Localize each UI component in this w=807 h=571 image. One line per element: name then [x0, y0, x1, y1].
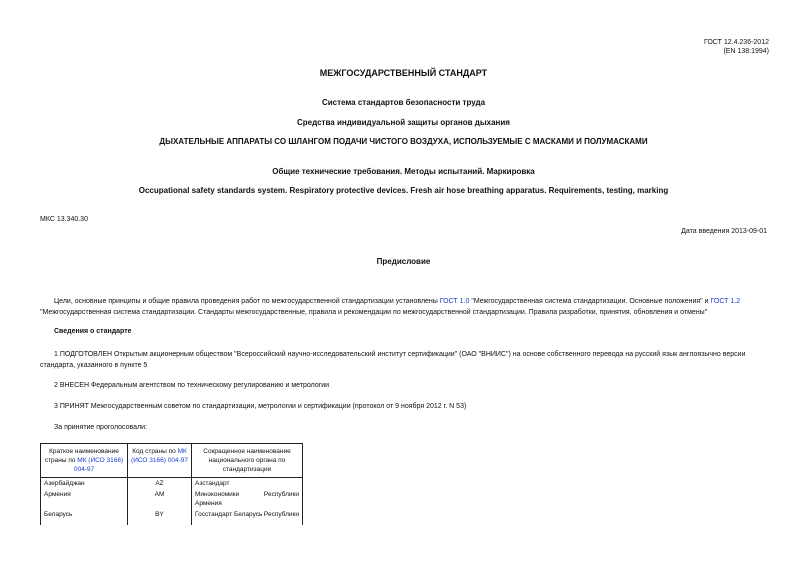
item-2: 2 ВНЕСЕН Федеральным агентством по техническому регулированию и метрологии	[54, 382, 330, 389]
table-header-row	[41, 444, 303, 478]
table-row	[41, 478, 303, 490]
item-1: 1 ПОДГОТОВЛЕН Открытым акционерным обществом "Всероссийский научно-исследовательский институт сертификации" (ОАО "ВНИИС") на основе собственного перевода на русский язык англоязычно версии стандарта, указанного в пункте 5	[40, 351, 746, 369]
body-cell: Азстандарт	[192, 478, 303, 490]
table-row	[41, 489, 303, 509]
means-title: Средства индивидуальной защиты органов дыхания	[297, 118, 510, 127]
code-cell: BY	[128, 509, 192, 525]
header-body: Сокращенное наименование национального органа по стандартизации	[192, 444, 303, 478]
code-cell: AM	[128, 489, 192, 509]
english-title: Occupational safety standards system. Respiratory protective devices. Fresh air hose breathing apparatus. Requirements, testing, marking	[138, 186, 669, 195]
item-3: 3 ПРИНЯТ Межгосударственным советом по стандартизации, метрологии и сертификации (протокол от 9 ноября 2012 г. N 53)	[54, 403, 467, 410]
mk-iso-link[interactable]: МК (ИСО 3166) 004-97	[73, 457, 124, 473]
foreword-heading: Предисловие	[376, 257, 431, 266]
p1-text-a: Цели, основные принципы и общие правила проведения работ по межгосударственной стандартизации установлены	[54, 298, 440, 305]
effective-date: Дата введения 2013-09-01	[681, 228, 767, 235]
subtitle: Общие технические требования. Методы испытаний. Маркировка	[272, 167, 535, 176]
mk-iso-link[interactable]: МК (ИСО 3166) 004-97	[131, 448, 188, 464]
body-cell: Республики Минэкономики Армения	[192, 489, 303, 509]
country-cell: Беларусь	[41, 509, 128, 525]
interstate-heading: МЕЖГОСУДАРСТВЕННЫЙ СТАНДАРТ	[319, 68, 488, 78]
header-country: Краткое наименование страны по МК (ИСО 3166) 004-97	[41, 444, 128, 478]
gost-1-2-link[interactable]: ГОСТ 1.2	[710, 298, 741, 305]
table-row	[41, 509, 303, 525]
p1-text-b: "Межгосударственная система стандартизации. Основные положения" и	[469, 298, 711, 305]
voted-label: За принятие проголосовали:	[54, 424, 147, 431]
main-title: ДЫХАТЕЛЬНЫЕ АППАРАТЫ СО ШЛАНГОМ ПОДАЧИ ЧИСТОГО ВОЗДУХА, ИСПОЛЬЗУЕМЫЕ С МАСКАМИ И ПОЛУМАСКАМИ	[159, 137, 648, 146]
code-cell: AZ	[128, 478, 192, 490]
mks-code: МКС 13.340.30	[40, 216, 88, 223]
gost-1-0-link[interactable]: ГОСТ 1.0	[439, 298, 470, 305]
p1-text-c: "Межгосударственная система стандартизации. Стандарты межгосударственные, правила и рекомендации по межгосударственной стандартизации. Правила разработки, принятия, обновления и отмены"	[40, 309, 708, 316]
document-code	[704, 38, 769, 56]
header-code: Код страны по МК (ИСО 3166) 004-97	[128, 444, 192, 478]
voting-table	[40, 443, 303, 525]
gost-number: ГОСТ 12.4.236-2012	[703, 39, 769, 46]
body-cell: Республики Госстандарт Беларусь	[192, 509, 303, 525]
foreword-paragraph	[40, 296, 770, 318]
en-number: (EN 138:1994)	[723, 48, 769, 55]
standard-info-heading: Сведения о стандарте	[54, 328, 132, 335]
country-cell: Азербайджан	[41, 478, 128, 490]
system-title: Система стандартов безопасности труда	[321, 98, 486, 107]
country-cell: Армения	[41, 489, 128, 509]
